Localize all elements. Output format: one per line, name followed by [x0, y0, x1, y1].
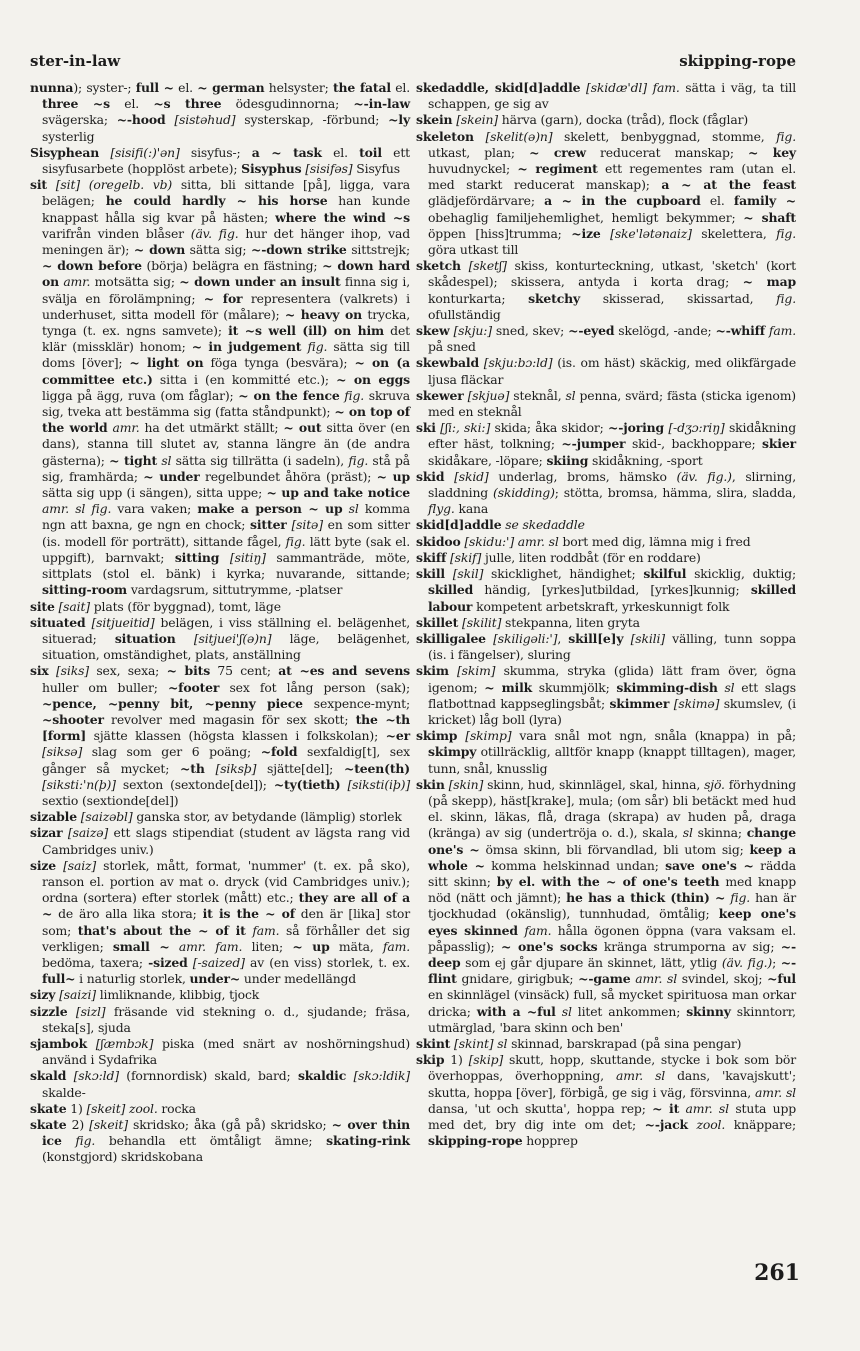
dictionary-entry: situated [sitjueitid] belägen, i viss ställning el. belägenhet, situerad; situation [sitjuei'ʃ(ə)n] läge, belägenhet, situation, omständighet, plats, anställning [30, 614, 410, 663]
dictionary-entry: sizzle [sizl] fräsande vid stekning o. d., sjudande; fräsa, steka[s], sjuda [30, 1003, 410, 1035]
header-left-guideword: ster-in-law [30, 52, 121, 70]
dictionary-entry: skidoo [skidu:'] amr. sl bort med dig, lämna mig i fred [416, 533, 751, 549]
dictionary-entry: skewbald [skju:bɔ:ld] (is. om häst) skäckig, med olikfärgade ljusa fläckar [416, 355, 796, 387]
running-header [30, 52, 796, 70]
dictionary-entry: skid [skid] underlag, broms, hämsko (äv. fig.), slirning, sladdning (skidding); stötta, bromsa, hämma, slira, sladda, flyg. kana [416, 468, 796, 517]
dictionary-entry: sit [sit] (oregelb. vb) sitta, bli sittande [på], ligga, vara belägen; he could hardly ~ his horse han kunde knappast hålla sig kvar på hästen; where the wind ~s varifrån vinden blåser (äv. fig. hur det hänger ihop, vad meningen är); ~ down sätta sig; ~-down strike sittstrejk; ~ down before (börja) belägra en fästning; ~ down hard on amr. motsätta sig; ~ down under an insult finna sig i, svälja en förolämpning; ~ for representera (valkrets) i underhuset, sitta modell för (målare); ~ heavy on trycka, tynga (t. ex. ngns samvete); it ~s well (ill) on him det klär (missklär) honom; ~ in judgement fig. sätta sig till doms [över]; ~ light on föga tynga (besvära); ~ on (a committee etc.) sitta i (en kommitté etc.); ~ on eggs ligga på ägg, ruva (om fåglar); ~ on the fence fig. skruva sig, tveka att bestämma sig (fatta ståndpunkt); ~ on top of the world amr. ha det utmärkt ställt; ~ out sitta över (en dans), stanna till slutet av, stanna längre än (de andra gästerna); ~ tight sl sätta sig tillrätta (i sadeln), fig. stå på sig, framhärda; ~ under regelbundet åhöra (präst); ~ up sätta sig upp (i sängen), sitta uppe; ~ up and take notice amr. sl fig. vara vaken; make a person ~ up sl komma ngn att baxna, ge ngn en chock; sitter [sitə] en som sitter (is. modell för porträtt), sittande fågel, fig. lätt byte (sak el. uppgift), barnvakt; sitting [sitiŋ] sammanträde, möte, sittplats (stol el. bänk) i kyrka; nuvarande, sittande; sitting-room vardagsrum, sittutrymme, -platser [30, 177, 411, 598]
dictionary-entry: skiff [skif] julle, liten roddbåt (för en roddare) [416, 549, 701, 565]
dictionary-entry: skim [skim] skumma, stryka (glida) lätt fram över, ögna igenom; ~ milk skummjölk; skimming-dish sl ett slags flatbottnad kappseglingsbåt; skimmer [skimə] skumslev, (i kricket) låg boll (lyra) [416, 663, 796, 727]
dictionary-entry: skimp [skimp] vara snål mot ngn, snåla (knappa) in på; skimpy otillräcklig, alltför knapp (knappt tilltagen), mager, tunn, snål, knusslig [416, 728, 796, 776]
dictionary-entry: sjambok [ʃæmbɔk] piska (med snärt av noshörningshud) använd i Sydafrika [30, 1035, 411, 1068]
dictionary-entry: skillet [skilit] stekpanna, liten gryta [416, 614, 640, 630]
dictionary-entry: size [saiz] storlek, mått, format, 'nummer' (t. ex. på sko), ranson el. portion av mat o. dryck (vid Cambridges univ.); ordna (sortera) efter storlek (mått) etc.; they are all of a ~ de äro alla lika stora; it is the ~ of den är [lika] stor som; that's about the ~ of it fam. så förhåller det sig verkligen; small ~ amr. fam. liten; ~ up mäta, fam. bedöma, taxera; -sized [-saized] av (en viss) storlek, t. ex. full~ i naturlig storlek, under~ under medellängd [30, 857, 411, 987]
dictionary-entry: skein [skein] härva (garn), docka (tråd), flock (fåglar) [416, 112, 749, 128]
dictionary-entry: skeleton [skelit(ə)n] skelett, benbyggnad, stomme, fig. utkast, plan; ~ crew reducerat manskap; ~ key huvudnyckel; ~ regiment ett regementes ram (utan el. med starkt reducerat manskap); a ~ at the feast glädjefördärvare; a ~ in the cupboard el. family ~ obehaglig familjehemlighet, hemligt bekymmer; ~ shaft öppen [hiss]trumma; ~ize [ske'lətənaiz] skelettera, fig. göra utkast till [416, 128, 797, 258]
dictionary-entry: skate 1) [skeit] zool. rocka [30, 1100, 196, 1116]
left-column [30, 80, 410, 1166]
dictionary-entry: skald [skɔ:ld] (fornnordisk) skald, bard; skaldic [skɔ:ldik] skalde- [30, 1068, 410, 1100]
dictionary-entry: Sisyphean [sisifi(:)'ən] sisyfus-; a ~ task el. toil ett sisyfusarbete (hopplöst arbete); Sisyphus [sisifəs] Sisyfus [30, 144, 410, 177]
right-column [416, 80, 796, 1149]
dictionary-entry: skewer [skjuə] steknål, sl penna, svärd; fästa (sticka igenom) med en steknål [416, 387, 796, 420]
dictionary-entry: sizable [saizəbl] ganska stor, av betydande (lämplig) storlek [30, 809, 402, 825]
dictionary-entry: nunna); syster-; full ~ el. ~ german helsyster; the fatal el. three ~s el. ~s three ödesgudinnorna; ~-in-law svägerska; ~-hood [sistəhud] systerskap, -förbund; ~ly systerlig [30, 80, 411, 144]
dictionary-entry: skew [skju:] sned, skev; ~-eyed skelögd, -ande; ~-whiff fam. på sned [416, 323, 796, 355]
dictionary-entry: sizy [saizi] limliknande, klibbig, tjock [30, 987, 260, 1003]
header-right-guideword: skipping-rope [679, 52, 796, 70]
dictionary-entry: skilligalee [skiligəli:'], skill[e]y [skili] välling, tunn soppa (is. i fängelser), sluring [416, 630, 797, 663]
dictionary-entry: skin [skin] skinn, hud, skinnlägel, skal, hinna, sjö. förhydning (på skepp), häst[krake], mula; (om sår) bli betäckt med hud el. skinn, läkas, flå, draga (skrapa) av huden på, draga (kränga) av sig (undertröja o. d.), skala, sl skinna; change one's ~ ömsa skinn, bli förvandlad, bli utom sig; keep a whole ~ komma helskinnad undan; save one's ~ rädda sitt skinn; by el. with the ~ of one's teeth med knapp nöd (nätt och jämnt); he has a thick (thin) ~ fig. han är tjockhudad (okänslig), tunnhudad, ömtålig; keep one's eyes skinned fam. hålla ögonen öppna (vara vaksam el. påpasslig); ~ one's socks kränga strumporna av sig; ~-deep som ej går djupare än skinnet, lätt, ytlig (äv. fig.); ~-flint gnidare, girigbuk; ~-game amr. sl svindel, skoj; ~ful en skinnlägel (vinsäck) full, så mycket spirituosa man orkar dricka; with a ~ful sl litet ankommen; skinny skinntorr, utmärglad, 'bara skinn och ben' [416, 776, 796, 1035]
dictionary-entry: site [sait] plats (för byggnad), tomt, läge [30, 598, 281, 614]
dictionary-entry: sketch [sketʃ] skiss, konturteckning, utkast, 'sketch' (kort skådespel); skissera, antyda i korta drag; ~ map konturkarta; sketchy skisserad, skissartad, fig. ofullständig [416, 258, 796, 322]
dictionary-entry: skedaddle, skid[d]addle [skidæ'dl] fam. sätta i väg, ta till schappen, ge sig av [416, 80, 797, 112]
dictionary-entry: sizar [saizə] ett slags stipendiat (student av lägsta rang vid Cambridges univ.) [30, 825, 410, 857]
dictionary-entry: six [siks] sex, sexa; ~ bits 75 cent; at ~es and sevens huller om buller; ~footer sex fot lång person (sak); ~pence, ~penny bit, ~penny piece sexpence-mynt; ~shooter revolver med magasin för sex skott; the ~th [form] sjätte klassen (högsta klassen i folkskolan); ~er [siksə] slag som ger 6 poäng; ~fold sexfaldig[t], sex gånger så mycket; ~th [siksþ] sjätte[del]; ~teen(th) [siksti:'n(þ)] sexton (sextonde[del]); ~ty(tieth) [siksti(iþ)] sextio (sextionde[del]) [30, 663, 411, 808]
dictionary-entry: ski [ʃi:, ski:] skida; åka skidor; ~-joring [-dʒɔ:riŋ] skidåkning efter häst, tolkning; ~-jumper skid-, backhoppare; skier skidåkare, -löpare; skiing skidåkning, -sport [416, 420, 796, 468]
dictionary-entry: skip 1) [skip] skutt, hopp, skuttande, stycke i bok som bör överhoppas, överhoppning, amr. sl dans, 'kavajskutt'; skutta, hoppa [över], förbigå, ge sig i väg, försvinna, amr. sl dansa, 'ut och skutta', hoppa rep; ~ it amr. sl stuta upp med det, bry dig inte om det; ~-jack zool. knäppare; skipping-rope hopprep [416, 1052, 797, 1149]
page-number: 261 [754, 1260, 800, 1286]
dictionary-entry: skate 2) [skeit] skridsko; åka (gå på) skridsko; ~ over thin ice fig. behandla ett ömtåligt ämne; skating-rink (konstgjord) skridskobana [30, 1117, 410, 1165]
dictionary-entry: skint [skint] sl skinnad, barskrapad (på sina pengar) [416, 1035, 742, 1051]
dictionary-entry: skid[d]addle se skedaddle [416, 517, 585, 533]
dictionary-entry: skill [skil] skicklighet, händighet; skilful skicklig, duktig; skilled händig, [yrkes]utbildad, [yrkes]kunnig; skilled labour kompetent arbetskraft, yrkeskunnigt folk [416, 566, 796, 614]
